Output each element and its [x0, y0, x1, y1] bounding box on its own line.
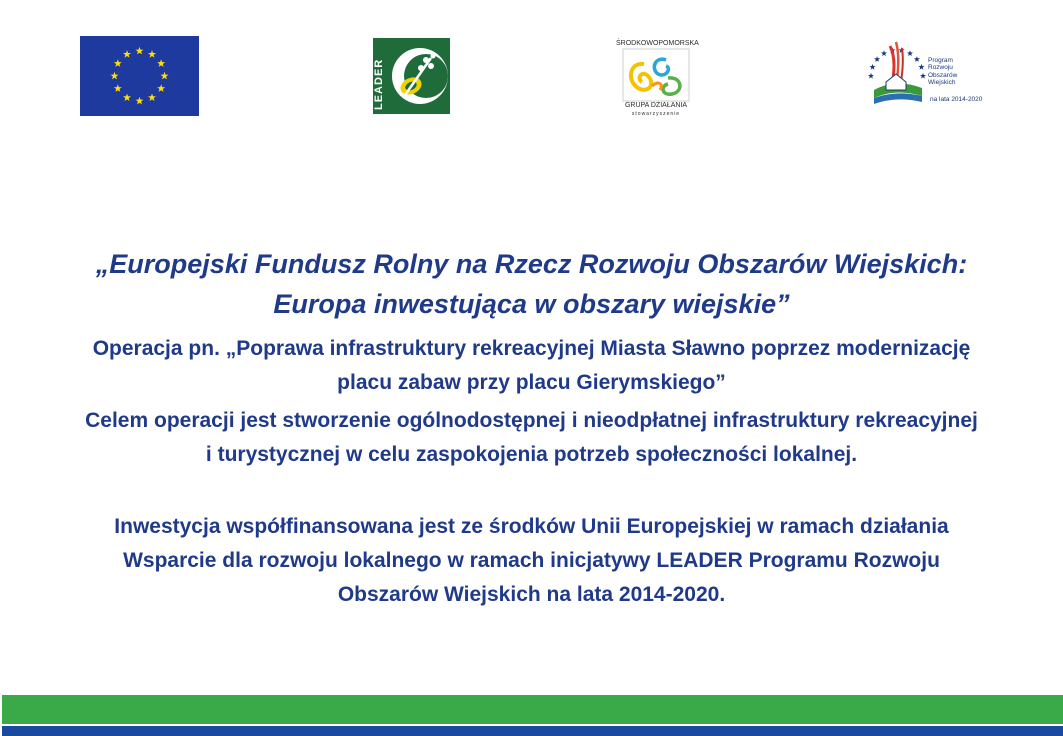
- prow-logo: [866, 38, 986, 110]
- funding-line-3: Obszarów Wiejskich na lata 2014-2020.: [337, 583, 726, 606]
- eu-flag-icon: [80, 36, 199, 116]
- prow-line-3: Obszarów: [928, 71, 958, 79]
- prow-line-2: Rozwoju: [928, 64, 953, 72]
- prow-years: na lata 2014-2020: [930, 96, 983, 103]
- prow-star-icon: [870, 64, 876, 70]
- logo-bar: [0, 0, 1063, 130]
- funding-line-1: Inwestycja współfinansowana jest ze środków Unii Europejskiej w ramach działania: [114, 515, 949, 538]
- prow-line-1: Program: [928, 57, 953, 64]
- prow-star-icon: [914, 56, 920, 62]
- prow-star-icon: [881, 50, 887, 56]
- leader-logo-icon: [371, 36, 452, 116]
- lgd-logo: [616, 40, 699, 118]
- headline-line-2: Europa inwestująca w obszary wiejskie”: [273, 289, 790, 319]
- prow-star-icon: [868, 73, 874, 79]
- prow-star-icon: [874, 56, 880, 62]
- prow-star-icon: [920, 73, 926, 79]
- lgd-top-text: ŚRODKOWOPOMORSKA: [616, 40, 699, 47]
- operation-line-1: Operacja pn. „Poprawa infrastruktury rekreacyjnej Miasta Sławno poprzez modernizację: [92, 337, 971, 360]
- prow-star-icon: [918, 64, 924, 70]
- prow-text: [928, 57, 957, 87]
- lgd-swirl-logo-icon: [622, 48, 690, 102]
- footer-band-blue: [2, 726, 1063, 736]
- lgd-bottom-title: GRUPA DZIAŁANIA: [624, 102, 688, 109]
- headline-line-1: „Europejski Fundusz Rolny na Rzecz Rozwoju Obszarów Wiejskich:: [95, 249, 968, 279]
- lgd-bottom-subtitle: stowarzyszenie: [631, 111, 681, 117]
- goal-line-2: i turystycznej w celu zaspokojenia potrzeb społeczności lokalnej.: [205, 443, 858, 466]
- funding-line-2: Wsparcie dla rozwoju lokalnego w ramach inicjatywy LEADER Programu Rozwoju: [123, 549, 940, 572]
- lgd-bottom-text: [616, 102, 696, 118]
- footer-band-green: [2, 695, 1063, 724]
- goal-line-1: Celem operacji jest stworzenie ogólnodostępnej i nieodpłatnej infrastruktury rekreacyjnej: [85, 409, 978, 432]
- svg-text:LEADER: LEADER: [373, 58, 385, 110]
- prow-star-icon: [907, 50, 913, 56]
- prow-logo-icon: [866, 38, 928, 110]
- content: [0, 244, 1063, 612]
- operation-line-2: placu zabaw przy placu Gierymskiego”: [337, 371, 726, 394]
- prow-line-4: Wiejskich: [928, 79, 956, 87]
